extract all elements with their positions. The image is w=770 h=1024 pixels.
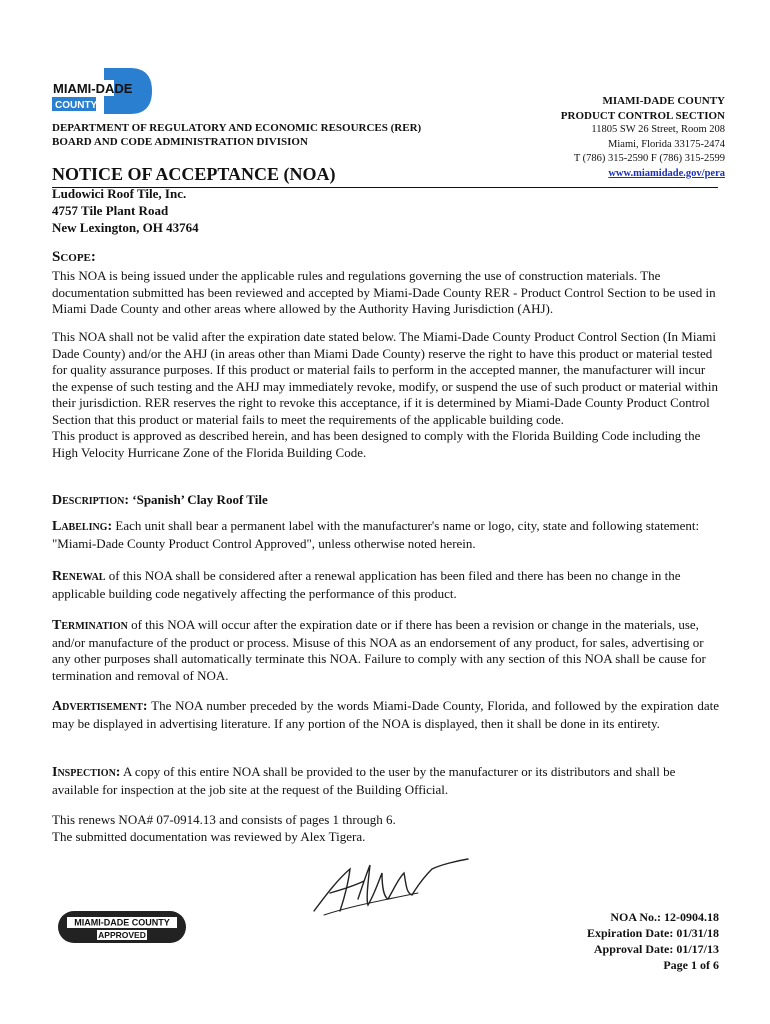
agency-phone: T (786) 315-2590 F (786) 315-2599 — [573, 153, 725, 164]
description-heading: Description: — [52, 493, 130, 508]
labeling-text: Each unit shall bear a permanent label with the manufacturer's name or logo, city, state and following statement: "Miami-Dade County Product Control Approved", unless otherwise noted herein. — [52, 518, 700, 551]
agency-address2: Miami, Florida 33175-2474 — [608, 138, 725, 150]
agency-address1: 11805 SW 26 Street, Room 208 — [591, 124, 725, 135]
agency-website-link[interactable]: www.miamidade.gov/pera — [608, 167, 725, 179]
termination-text: of this NOA will occur after the expiration date or if there has been a revision or change in the materials, use, and/or manufacture of the product or process. Misuse of this NOA as an endorsement of any product, for sales, advertising or any other purposes shall automatically terminate this NOA. Failure to comply with any section of this NOA shall be cause for termination and removal of NOA. — [52, 617, 706, 683]
approved-badge — [57, 910, 187, 944]
expiration-date: Expiration Date: 01/31/18 — [587, 926, 719, 940]
inspection-section — [52, 764, 719, 798]
scope-section-2 — [52, 329, 719, 461]
advertisement-section — [52, 698, 719, 732]
description-text: ‘Spanish’ Clay Roof Tile — [132, 492, 268, 507]
page-number: Page 1 of 6 — [663, 958, 719, 972]
approval-date: Approval Date: 01/17/13 — [593, 942, 719, 956]
company-street: 4757 Tile Plant Road — [52, 203, 169, 218]
scope-paragraph-2: This NOA shall not be valid after the expiration date stated below. The Miami-Dade County Product Control Section (In Miami Dade County) and/or the AHJ (in areas other than Miami Dade County) reserve the right to have this product or material tested for quality assurance purposes. If this product or material fails to perform in the accepted manner, the manufacturer will incur the expense of such testing and the AHJ may immediately revoke, modify, or suspend the use of such product or material within their jurisdiction. RER reserves the right to revoke this acceptance, if it is determined by Miami-Dade County Product Control Section that this product or material fails to meet the requirements of the applicable building code. — [52, 329, 718, 427]
logo-line2: COUNTY — [55, 100, 98, 111]
description-section — [52, 492, 719, 510]
renews-section — [52, 812, 719, 845]
agency-section: PRODUCT CONTROL SECTION — [560, 109, 725, 122]
department-name: DEPARTMENT OF REGULATORY AND ECONOMIC RESOURCES (RER) — [52, 122, 422, 134]
logo-line1: MIAMI-DADE — [53, 81, 133, 96]
inspection-heading: Inspection: — [52, 765, 121, 780]
renewal-heading: Renewal — [52, 569, 106, 584]
renews-line1: This renews NOA# 07-0914.13 and consists of pages 1 through 6. — [52, 812, 396, 827]
renewal-section — [52, 568, 719, 602]
badge-line2: APPROVED — [98, 930, 146, 940]
noa-number: NOA No.: 12-0904.18 — [610, 910, 719, 924]
termination-section — [52, 617, 719, 684]
termination-heading: Termination — [52, 618, 128, 633]
miami-dade-logo — [52, 66, 152, 116]
advertisement-heading: Advertisement: — [52, 699, 148, 714]
signature — [308, 855, 473, 920]
scope-paragraph-3: This product is approved as described herein, and has been designed to comply with the Florida Building Code including the High Velocity Hurricane Zone of the Florida Building Code. — [52, 428, 701, 460]
department-block — [52, 121, 421, 149]
company-city: New Lexington, OH 43764 — [52, 220, 199, 235]
inspection-text: A copy of this entire NOA shall be provided to the user by the manufacturer or its distributors and shall be available for inspection at the job site at the request of the Building Official. — [52, 764, 676, 797]
noa-footer — [587, 909, 719, 973]
agency-name: MIAMI-DADE COUNTY — [602, 95, 725, 107]
labeling-heading: Labeling: — [52, 519, 113, 534]
page-title: NOTICE OF ACCEPTANCE (NOA) — [52, 164, 718, 188]
labeling-section — [52, 518, 719, 552]
advertisement-text: The NOA number preceded by the words Miami-Dade County, Florida, and followed by the expiration date may be displayed in advertising literature. If any portion of the NOA is displayed, then it shall be done in its entirety. — [52, 698, 720, 731]
badge-line1: MIAMI-DADE COUNTY — [74, 917, 170, 928]
renewal-text: of this NOA shall be considered after a renewal application has been filed and there has been no change in the applicable building code negatively affecting the performance of this product. — [52, 568, 681, 601]
scope-paragraph-1: This NOA is being issued under the applicable rules and regulations governing the use of construction materials. The documentation submitted has been reviewed and accepted by Miami-Dade County RER - Product Control Section to be used in Miami Dade County and other areas where allowed by the Authority Having Jurisdiction (AHJ). — [52, 268, 716, 316]
renews-line2: The submitted documentation was reviewed by Alex Tigera. — [52, 828, 366, 844]
company-name: Ludowici Roof Tile, Inc. — [52, 186, 187, 201]
company-block — [52, 185, 199, 236]
division-name: BOARD AND CODE ADMINISTRATION DIVISION — [52, 136, 308, 148]
scope-section — [52, 268, 719, 318]
scope-heading: Scope: — [52, 249, 96, 265]
scope-heading-wrap — [52, 249, 719, 266]
